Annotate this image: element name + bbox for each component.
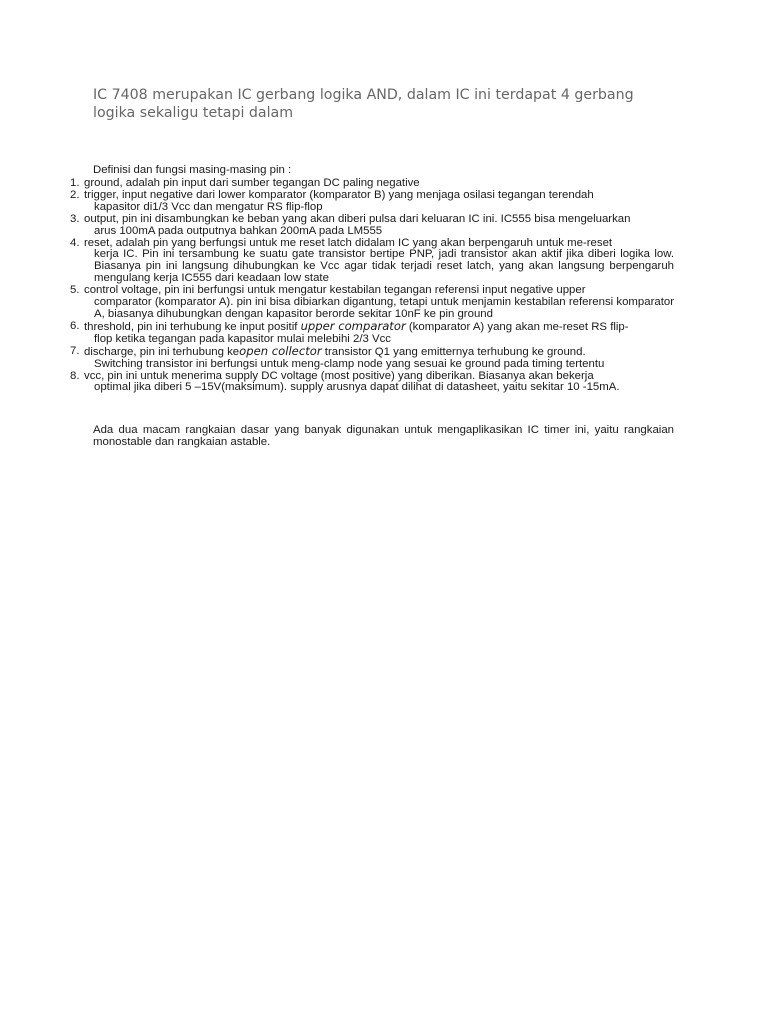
list-item-text: vcc, pin ini untuk menerima supply DC voltage (most positive) yang diberikan. Biasanya akan bekerja <box>84 369 594 382</box>
list-item-continuation: Switching transistor ini berfungsi untuk meng-clamp node yang sesuai ke ground pada timing tertentu <box>94 357 605 370</box>
pin-definition-list <box>70 178 674 394</box>
list-item-continuation: comparator (komparator A). pin ini bisa dibiarkan digantung, tetapi untuk menjamin kestabilan referensi komparator A, biasanya dihubungkan dengan kapasitor berorde sekitar 10nF ke pin ground <box>94 296 674 320</box>
list-item-continuation: kapasitor di1/3 Vcc dan mengatur RS flip-flop <box>94 200 323 213</box>
list-item-text: control voltage, pin ini berfungsi untuk mengatur kestabilan tegangan referensi input negative upper <box>84 284 586 297</box>
list-number: 3. <box>70 212 80 225</box>
list-item <box>70 190 674 214</box>
closing-paragraph: Ada dua macam rangkaian dasar yang banyak digunakan untuk mengaplikasikan IC timer ini, yaitu rangkaian monostable dan rangkaian astable. <box>93 424 674 448</box>
italic-term: upper comparator <box>300 318 406 333</box>
list-item-text: (komparator A) yang akan me-reset RS flip- <box>405 320 629 333</box>
pin-definition-intro: Definisi dan fungsi masing-masing pin : <box>93 164 292 176</box>
list-item-continuation: kerja IC. Pin ini tersambung ke suatu gate transistor bertipe PNP, jadi transistor akan aktif jika diberi logika low. Biasanya pin ini langsung dihubungkan ke Vcc agar tidak terjadi reset latch, yang akan langsung berpengaruh mengulang kerja IC555 dari keadaan low state <box>94 248 674 285</box>
italic-term: open collector <box>239 343 322 358</box>
document-heading: IC 7408 merupakan IC gerbang logika AND, dalam IC ini terdapat 4 gerbang logika sekaligu tetapi dalam <box>93 87 634 121</box>
list-item-text: discharge, pin ini terhubung ke <box>84 345 240 358</box>
list-number: 8. <box>70 369 80 382</box>
list-number: 1. <box>70 177 80 189</box>
list-item-continuation: arus 100mA pada outputnya bahkan 200mA pada LM555 <box>94 224 383 237</box>
list-number: 6. <box>70 319 80 332</box>
list-item-text: threshold, pin ini terhubung ke input positif <box>84 320 301 333</box>
list-number: 7. <box>70 344 80 357</box>
list-item-text: trigger, input negative dari lower komparator (komparator B) yang menjaga osilasi tegangan terendah <box>84 188 594 201</box>
list-item-text: reset, adalah pin yang berfungsi untuk me reset latch didalam IC yang akan berpengaruh untuk me-reset <box>84 236 613 249</box>
list-number: 5. <box>70 284 80 297</box>
list-item <box>70 285 674 321</box>
list-item <box>70 343 674 371</box>
list-number: 2. <box>70 188 80 201</box>
list-item-continuation: optimal jika diberi 5 –15V(maksimum). supply arusnya dapat dilihat di datasheet, yaitu sekitar 10 -15mA. <box>94 381 620 394</box>
list-item-text: output, pin ini disambungkan ke beban yang akan diberi pulsa dari keluaran IC ini. IC555 bisa mengeluarkan <box>84 212 631 225</box>
list-item <box>70 318 674 346</box>
list-item-text: ground, adalah pin input dari sumber tegangan DC paling negative <box>84 177 420 189</box>
list-item <box>70 214 674 238</box>
list-number: 4. <box>70 236 80 249</box>
list-item <box>70 238 674 286</box>
list-item-text: transistor Q1 yang emitternya terhubung ke ground. <box>321 345 586 358</box>
list-item <box>70 371 674 395</box>
list-item-continuation: flop ketika tegangan pada kapasitor mulai melebihi 2/3 Vcc <box>94 332 391 345</box>
